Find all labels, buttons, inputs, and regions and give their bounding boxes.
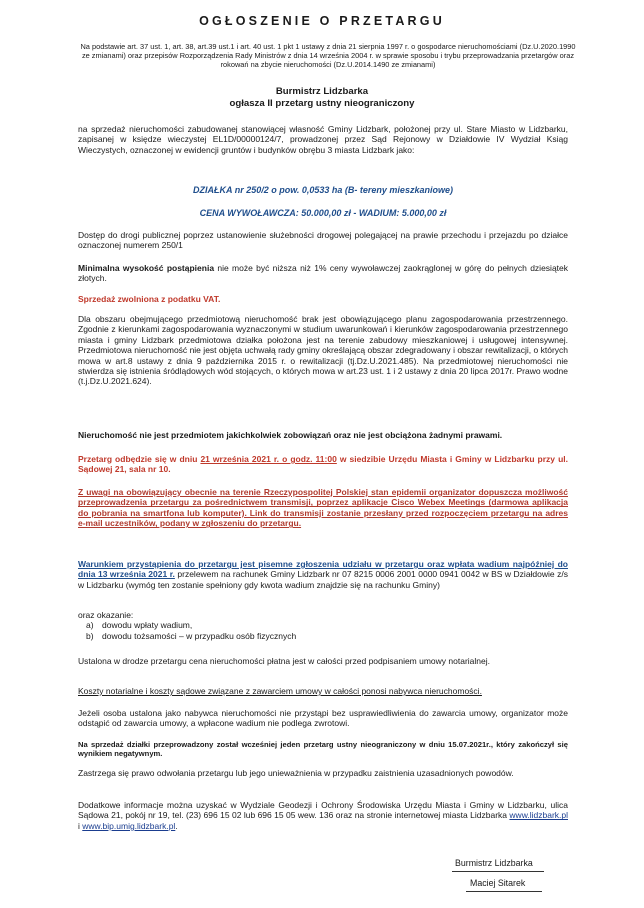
signature-line <box>452 871 544 872</box>
costs-paragraph: Koszty notarialne i koszty sądowe związane z zawarciem umowy w całości ponosi nabywca nieruchomości. <box>78 686 482 696</box>
auction-date: 21 września 2021 r. o godz. 11:00 <box>200 454 337 464</box>
withdrawal-paragraph: Jeżeli osoba ustalona jako nabywca nieruchomości nie przystąpi bez usprawiedliwienia do zawarcia umowy, organizator może odstąpić od zawarcia umowy, a wpłacone wadium nie podlega zwrotowi. <box>78 708 568 729</box>
epidemic-notice: Z uwagi na obowiązujący obecnie na terenie Rzeczypospolitej Polskiej stan epidemii organizator dopuszcza możliwość przeprowadzenia przetargu za pośrednictwem transmisji, poprzez aplikacje Cisco Webex Meetings (darmowa aplikacja do pobrania na smartfona lub komputer). Link do transmisji zostanie przesłany przed rozpoczęciem przetargu na adres e-mail uczestników, podany w zgłoszeniu do przetargu. <box>78 487 568 529</box>
plot-line: DZIAŁKA nr 250/2 o pow. 0,0533 ha (B- tereny mieszkaniowe) <box>193 185 453 195</box>
signature-role: Burmistrz Lidzbarka <box>455 858 533 868</box>
show-list <box>78 620 568 641</box>
condition-deadline: Warunkiem przystąpienia do przetargu jest pisemne zgłoszenia udziału w przetargu oraz wpłata wadium najpóźniej do dnia 13 września 2021 r. <box>78 559 568 580</box>
issuer-announcement: ogłasza II przetarg ustny nieograniczony <box>229 98 415 109</box>
auction-date-paragraph <box>78 454 568 475</box>
show-documents-block <box>78 610 568 641</box>
previous-auction-note: Na sprzedaż działki przeprowadzony został wcześniej jeden przetarg ustny nieograniczony w dniu 15.07.2021r., który zakończył się wynikiem negatywnym. <box>78 740 568 759</box>
price-line: CENA WYWOŁAWCZA: 50.000,00 zł - WADIUM: 5.000,00 zł <box>199 208 447 218</box>
list-item: a) dowodu wpłaty wadium, <box>86 620 193 631</box>
min-bid-text: nie może być niższa niż 1% ceny wywoławczej zaokrąglonej w górę do pełnych dziesiątek złotych. <box>78 263 569 284</box>
issuer-name: Burmistrz Lidzbarka <box>275 86 369 97</box>
vat-note: Sprzedaż zwolniona z podatku VAT. <box>78 294 221 304</box>
condition-details: przelewem na rachunek Gminy Lidzbark nr 07 8215 0006 2001 0000 0941 0042 w BS w Działdowie z/s w Lidzbarku (wymóg ten zostanie spełniony gdy kwota wadium znajdzie się na rachunku Gminy) <box>78 569 568 590</box>
list-item: b) dowodu tożsamości – w przypadku osób fizycznych <box>86 630 297 641</box>
reserve-paragraph: Zastrzega się prawo odwołania przetargu lub jego unieważnienia w przypadku zaistnienia uzasadnionych powodów. <box>78 768 514 778</box>
access-paragraph: Dostęp do drogi publicznej poprzez ustanowienie służebności drogowej polegającej na prawie przechodu i przejazdu po działce oznaczonej numerem 250/1 <box>78 230 568 251</box>
issuer-block <box>0 86 644 110</box>
zoning-paragraph: Dla obszaru obejmującego przedmiotową nieruchomość brak jest obowiązującego planu zagospodarowania przestrzennego. Zgodnie z kierunkami zagospodarowania wyznaczonymi w studium uwarunkowań i kierunków zagospodarowania przestrzennego miasta i gminy Lidzbark przedmiotowa działka położona jest na terenie zabudowy mieszkaniowej i usługowej intensywnej. Przedmiotowa nieruchomość nie jest objęta uchwałą rady gminy określającą obszar zdegradowany i obszar rewitalizacji, o których mowa w art.8 ustawy z dnia 9 października 2015 r. o rewitalizacji (tj.Dz.U.2021.485). Na przedmiotowej nieruchomości nie stwierdza się istnienia śródlądowych wód stojących, o których mowa w art.23 ust. 1 i 2 ustawy z dnia 20 lipca 2017r. Prawo wodne (t.j.Dz.U.2021.624). <box>78 314 568 387</box>
auction-text-a: Przetarg odbędzie się w dniu <box>78 454 201 464</box>
legal-basis: Na podstawie art. 37 ust. 1, art. 38, art.39 ust.1 i art. 40 ust. 1 pkt 1 ustawy z dnia 21 sierpnia 1997 r. o gospodarce nieruchomościami (Dz.U.2020.1990 ze zmianami) oraz przepisów Rozporządzenia Rady Ministrów z dnia 14 września 2004 r. w sprawie sposobu i trybu przeprowadzania przetargów oraz rokowań na zbycie nieruchomości (Dz.U.2014.1490 ze zmianami) <box>80 42 576 69</box>
min-bid-paragraph <box>78 263 568 284</box>
info-paragraph: Dodatkowe informacje można uzyskać w Wydziale Geodezji i Ochrony Środowiska Urzędu Miasta i Gminy w Lidzbarku, ulica Sądowa 21, pokój nr 19, tel. (23) 696 15 02 lub 696 15 05 wew. 136 oraz na stronie internetowej miasta Lidzbarka www.lidzbark.pl i www.bip.umig.lidzbark.pl. <box>78 800 568 831</box>
payment-paragraph: Ustalona w drodze przetargu cena nieruchomości płatna jest w całości przed podpisaniem umowy notarialnej. <box>78 656 490 666</box>
intro-paragraph: na sprzedaż nieruchomości zabudowanej stanowiącej własność Gminy Lidzbark, położonej przy ul. Stare Miasto w Lidzbarku, zapisanej w księdze wieczystej EL1D/00000124/7, prowadzonej przez Sąd Rejonowy w Działdowie IV Wydział Ksiąg Wieczystych, oznaczonej w ewidencji gruntów i budynków obrębu 3 miasta Lidzbark jako: <box>78 124 568 155</box>
show-label: oraz okazanie: <box>78 610 134 620</box>
signature-line <box>466 891 542 892</box>
auction-text-b: w siedzibie Urzędu Miasta i Gminy w Lidzbarku przy ul. Sądowej 21, sala nr 10. <box>78 454 568 475</box>
website-link[interactable]: www.lidzbark.pl <box>509 810 568 821</box>
min-bid-label: Minimalna wysokość postąpienia <box>78 263 215 273</box>
condition-paragraph <box>78 559 568 590</box>
signature-name: Maciej Sitarek <box>470 878 526 888</box>
info-text: Dodatkowe informacje można uzyskać w Wydziale Geodezji i Ochrony Środowiska Urzędu Miasta i Gminy w Lidzbarku, ulica Sądowa 21, pokój nr 19, tel. (23) 696 15 02 lub 696 15 05 wew. 136 oraz na stronie internetowej miasta Lidzbarka <box>78 800 568 821</box>
bip-link[interactable]: www.bip.umig.lidzbark.pl <box>82 820 176 831</box>
no-obligations-note: Nieruchomość nie jest przedmiotem jakichkolwiek zobowiązań oraz nie jest obciążona żadnymi prawami. <box>78 430 503 440</box>
document-title: OGŁOSZENIE O PRZETARGU <box>199 14 445 28</box>
